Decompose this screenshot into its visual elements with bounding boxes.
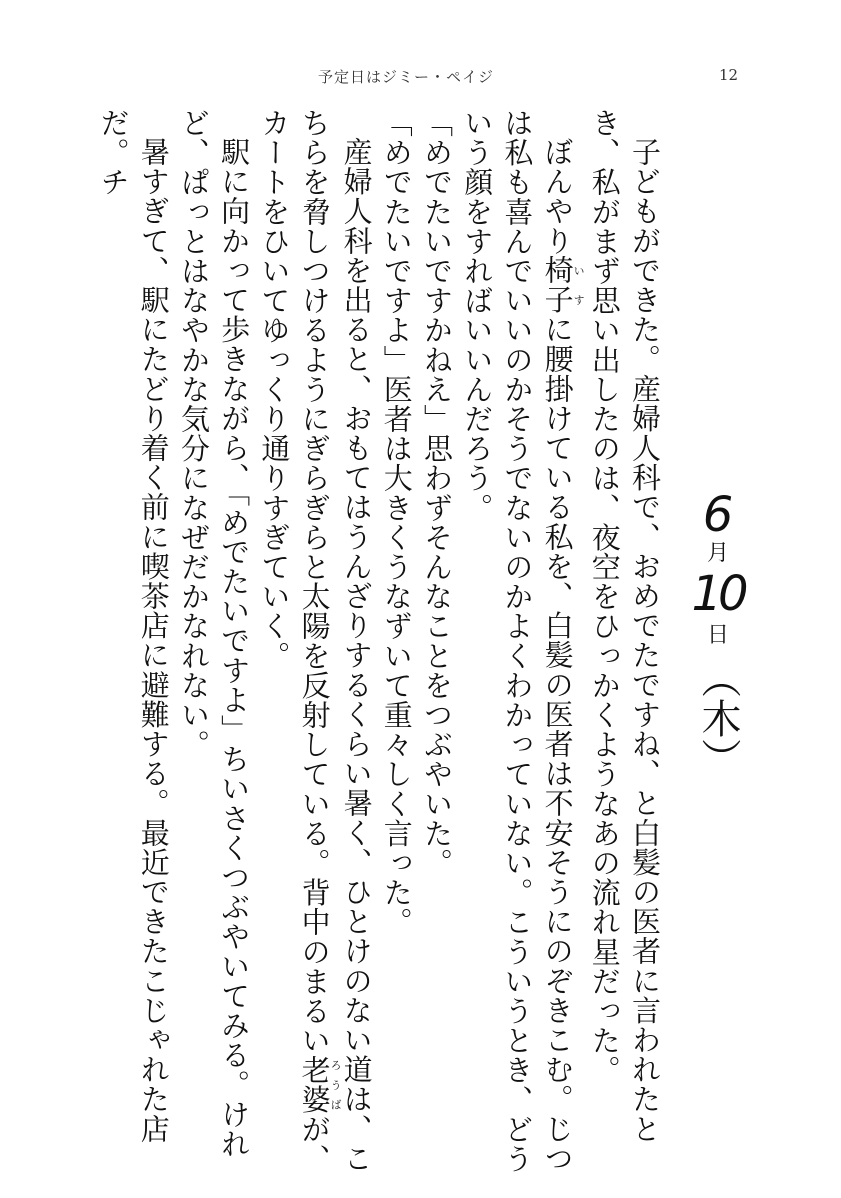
paragraph: 子どもができた。産婦人科で、おめでたですね、と白髪の医者に言われたとき、私がまず思い出したのは、夜空をひっかくようなあの流れ星だった。 [587, 108, 662, 1144]
running-header-title: 予定日はジミー・ペイジ [318, 68, 495, 86]
ruby-reading: いす [572, 255, 586, 315]
date-heading [683, 487, 753, 778]
ruby-annotation: 椅子いす [540, 255, 586, 315]
text-run: ぼんやり [540, 137, 575, 256]
paragraph [457, 108, 585, 1198]
page-number: 12 [719, 66, 739, 84]
paragraph: 駅に向かって歩きながら、「めでたいですよ」ちいさくつぶやいてみる。けれど、ぱっとはなやかな気分になぜだかなれない。 [176, 108, 252, 1159]
date-weekday: （木） [695, 658, 741, 778]
paragraph: 「めでたいですよ」医者は大きくうなずいて重々しく言った。 [379, 108, 414, 937]
date-day-label: 日 [706, 623, 729, 648]
text-run: に腰掛けている私を、白髪の医者は不安そうにのぞきこむ。じつは私も喜んでいいのかそうでないのかよくわかっていない。こういうとき、どういう顔をすればいいんだろう。 [460, 108, 575, 1174]
date-day: 10 [691, 566, 745, 622]
body-text [93, 108, 665, 1198]
paragraph [254, 108, 376, 1198]
paragraph: 「めでたいですかねえ」思わずそんなことをつぶやいた。 [419, 108, 454, 878]
text-run: が、カートをひいてゆっくり通りすぎていく。 [257, 108, 332, 1174]
paragraph: 暑すぎて、駅にたどり着く前に喫茶店に避難する。最近できたこじゃれた店だ。チ [96, 108, 171, 1144]
ruby-reading: ろうば [329, 1055, 343, 1115]
date-month: 6 [702, 487, 734, 543]
ruby-annotation: 老婆ろうば [297, 1055, 343, 1115]
date-month-label: 月 [706, 541, 729, 566]
text-run: 産婦人科を出ると、おもてはうんざりするくらい暑く、ひとけのない道は、こちらを脅しつけるようにぎらぎらと太陽を反射している。背中のまるい [297, 108, 374, 1173]
